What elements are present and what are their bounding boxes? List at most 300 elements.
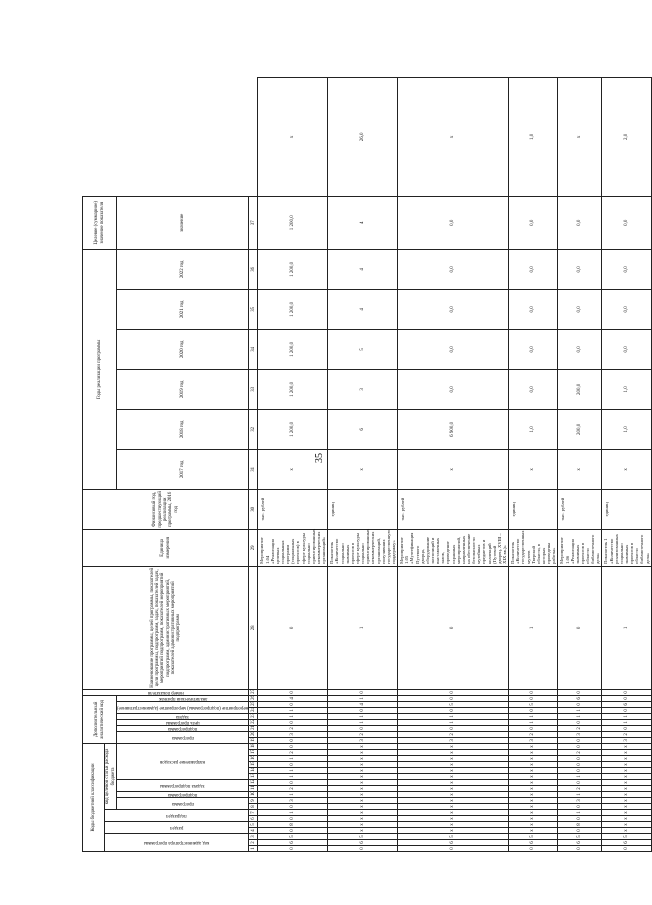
row-value-2021: 0,0 xyxy=(558,249,602,289)
code-digit: 0 xyxy=(258,701,328,707)
table-row xyxy=(398,78,509,852)
code-digit: х xyxy=(509,743,558,749)
row-target-value: 2,0 xyxy=(602,78,651,197)
column-number: 3 xyxy=(249,834,258,840)
year-2021-header: 2021 год xyxy=(117,289,249,329)
row-value-2021: 0,0 xyxy=(398,249,509,289)
code-digit: х xyxy=(328,743,398,749)
row-value-2022: 0,0 xyxy=(509,196,558,249)
code-digit: х xyxy=(398,780,509,786)
row-value-2019: 0,0 xyxy=(509,329,558,369)
code-digit: х xyxy=(509,780,558,786)
column-number: 7 xyxy=(249,810,258,816)
podprogramma-header: подпрограмма xyxy=(117,792,249,798)
code-digit: 0 xyxy=(558,756,602,762)
row-target-value: х xyxy=(398,78,509,197)
row-value-2018: 1,0 xyxy=(602,369,651,409)
column-number: 35 xyxy=(249,289,258,329)
row-name: Мероприятие 1.04 «Реализация целевых социальных программ (социальных проектов) в сфере культуры социально ориентированных некоммерческих организаций» xyxy=(258,529,328,566)
row-value-2017: 200,0 xyxy=(558,409,602,449)
code-digit: 0 xyxy=(258,804,328,810)
unit-header: Единица измерения xyxy=(83,529,249,566)
column-number: 21 xyxy=(249,725,258,731)
code-digit: х xyxy=(398,756,509,762)
code-digit: 3 xyxy=(258,798,328,804)
code-digit: х xyxy=(602,780,651,786)
column-number: 29 xyxy=(249,529,258,566)
code-digit: 6 xyxy=(258,840,328,846)
row-unit: тыс. рублей xyxy=(558,489,602,529)
code-digit: 1 xyxy=(258,792,328,798)
row-prev-year: х xyxy=(602,449,651,489)
code-digit: 0 xyxy=(602,846,651,852)
code-digit: х xyxy=(509,804,558,810)
code-digit: 0 xyxy=(509,707,558,713)
page-number: 35 xyxy=(314,453,325,463)
row-name: Показатель «Количество государственных музеев Тверской области, в которых проведены работы» xyxy=(509,529,558,566)
row-value-2021: 1 200,0 xyxy=(258,249,328,289)
row-value-2017: 1 200,0 xyxy=(258,409,328,449)
row-name: Мероприятие 1.05 «Музеефикация Путевого дворца, оборудование экспозиций и выставочных залов, проведение охранных мероприятий, направленных на обеспечение безопасности музейных предметов и коллекций (Путевой дворец, XVIII – XIX вв.)» xyxy=(398,529,509,566)
dop-podprogramma-header: подпрограмма xyxy=(117,725,249,731)
row-value-2022: 4 xyxy=(328,196,398,249)
code-digit: 3 xyxy=(328,737,398,743)
code-digit: 6 xyxy=(602,840,651,846)
code-digit: 0 xyxy=(558,743,602,749)
code-digit: 1 xyxy=(258,707,328,713)
code-digit: 2 xyxy=(509,731,558,737)
code-digit: 0 xyxy=(558,828,602,834)
year-2022-header: 2022 год xyxy=(117,249,249,289)
row-value-2017: 1,0 xyxy=(602,409,651,449)
code-digit: 6 xyxy=(398,840,509,846)
row-value-2020: 0,0 xyxy=(509,289,558,329)
code-digit: 0 xyxy=(602,725,651,731)
row-value-2018: 0,0 xyxy=(398,369,509,409)
code-digit: 0 xyxy=(558,689,602,695)
row-value-2021: 0,0 xyxy=(509,249,558,289)
code-digit: 0 xyxy=(258,719,328,725)
row-unit: единиц xyxy=(602,489,651,529)
code-digit: 0 xyxy=(258,780,328,786)
row-unit: тыс. рублей xyxy=(258,489,328,529)
code-digit: 6 xyxy=(328,840,398,846)
code-digit: 1 xyxy=(398,713,509,719)
row-name: Мероприятие 1.06 «Реализация значимых проектов в области библиотечного дела» xyxy=(558,529,602,566)
row-value-2019: 0,0 xyxy=(602,329,651,369)
year-2020-header: 2020 год xyxy=(117,329,249,369)
code-digit: 0 xyxy=(398,707,509,713)
code-digit: 1 xyxy=(258,810,328,816)
code-digit: 1 xyxy=(398,719,509,725)
code-digit: 5 xyxy=(602,834,651,840)
admin-code-header: код администратора программы xyxy=(105,834,249,852)
row-value-2022: 1 200,0 xyxy=(258,196,328,249)
code-digit: х xyxy=(509,810,558,816)
code-digit: х xyxy=(398,816,509,822)
column-number: 31 xyxy=(249,449,258,489)
code-digit: 1 xyxy=(258,768,328,774)
row-prev-year: х xyxy=(398,449,509,489)
row-value-2020: 0,0 xyxy=(558,289,602,329)
code-digit: 6 xyxy=(602,701,651,707)
code-digit: 2 xyxy=(558,750,602,756)
column-number: 26 xyxy=(249,695,258,701)
code-digit: 0 xyxy=(328,707,398,713)
column-number: 30 xyxy=(249,489,258,529)
row-target-value: х xyxy=(558,78,602,197)
code-digit: х xyxy=(328,822,398,828)
code-digit: 1 xyxy=(258,774,328,780)
code-digit: 5 xyxy=(509,701,558,707)
code-digit: 6 xyxy=(558,695,602,701)
column-number: 24 xyxy=(249,707,258,713)
code-digit: 0 xyxy=(558,762,602,768)
row-prev-year: х xyxy=(509,449,558,489)
dop-zadacha-header: задача xyxy=(117,713,249,719)
code-digit: х xyxy=(509,750,558,756)
code-digit: х xyxy=(398,750,509,756)
code-digit: х xyxy=(602,786,651,792)
code-digit: 8 xyxy=(258,822,328,828)
code-digit: 4 xyxy=(258,695,328,701)
code-digit: 5 xyxy=(328,834,398,840)
row-value-2017: 6 900,0 xyxy=(398,409,509,449)
column-number: 4 xyxy=(249,828,258,834)
code-digit: 2 xyxy=(558,725,602,731)
code-digit: х xyxy=(328,750,398,756)
code-digit: х xyxy=(509,756,558,762)
expense-article-header: код целевой статьи расхода бюджета xyxy=(105,743,117,809)
code-digit: х xyxy=(328,780,398,786)
code-digit: х xyxy=(602,804,651,810)
table-row xyxy=(602,78,651,852)
row-value-2021: 0,0 xyxy=(602,249,651,289)
code-digit: х xyxy=(509,822,558,828)
code-digit: 0 xyxy=(258,816,328,822)
razdel-header: раздел xyxy=(105,822,249,834)
code-digit: 0 xyxy=(328,689,398,695)
row-prev-year: х xyxy=(558,449,602,489)
code-digit: х xyxy=(509,798,558,804)
code-digit: 0 xyxy=(258,762,328,768)
column-number: 37 xyxy=(249,196,258,249)
code-digit: 8 xyxy=(558,822,602,828)
column-number: 23 xyxy=(249,713,258,719)
code-digit: 0 xyxy=(602,689,651,695)
code-digit: х xyxy=(328,762,398,768)
prev-year-header: Финансовый год, предшествующий реализации программы, 2016 год xyxy=(83,489,249,529)
table-row xyxy=(328,78,398,852)
column-number: 36 xyxy=(249,249,258,289)
column-number: 14 xyxy=(249,768,258,774)
row-value-2019: 0,0 xyxy=(398,329,509,369)
code-digit: 1 xyxy=(558,774,602,780)
table-row xyxy=(258,78,328,852)
code-digit: 1 xyxy=(258,713,328,719)
code-digit: 1 xyxy=(328,566,398,689)
row-target-value: х xyxy=(258,78,328,197)
table-row xyxy=(509,78,558,852)
year-2017-header: 2017 год xyxy=(117,449,249,489)
row-unit: тыс. рублей xyxy=(398,489,509,529)
code-digit: 1 xyxy=(258,756,328,762)
code-digit: х xyxy=(602,750,651,756)
code-digit: 4 xyxy=(328,701,398,707)
code-digit: 5 xyxy=(258,834,328,840)
code-digit: 2 xyxy=(328,731,398,737)
code-digit: 0 xyxy=(258,846,328,852)
code-digit: х xyxy=(328,774,398,780)
code-digit: 1 xyxy=(602,566,651,689)
row-prev-year: х xyxy=(328,449,398,489)
column-number: 5 xyxy=(249,822,258,828)
row-value-2020: 0,0 xyxy=(398,289,509,329)
code-digit: 0 xyxy=(509,695,558,701)
column-number: 13 xyxy=(249,774,258,780)
column-number: 16 xyxy=(249,756,258,762)
code-digit: х xyxy=(328,756,398,762)
name-header: Наименование программы, целей программы, показателей цели программы, подпрограмм, задач, показателей задач, мероприятий подпрограмм, показателей мероприятий подпрограмм, административных мероприятий, показателей административных мероприятий подпрограмм xyxy=(83,566,249,689)
code-digit: 1 xyxy=(558,792,602,798)
code-digit: 3 xyxy=(509,737,558,743)
row-value-2020: 4 xyxy=(328,289,398,329)
column-number: 15 xyxy=(249,762,258,768)
code-digit: х xyxy=(398,768,509,774)
code-digit: 0 xyxy=(558,804,602,810)
row-unit: единиц xyxy=(509,489,558,529)
code-digit: 0 xyxy=(558,768,602,774)
column-number: 25 xyxy=(249,701,258,707)
code-digit: 0 xyxy=(328,725,398,731)
code-digit: 1 xyxy=(602,713,651,719)
code-digit: 2 xyxy=(258,786,328,792)
code-digit: х xyxy=(602,828,651,834)
code-digit: х xyxy=(328,816,398,822)
code-digit: 0 xyxy=(509,846,558,852)
code-digit: 1 xyxy=(558,810,602,816)
code-digit: 1 xyxy=(328,719,398,725)
row-value-2020: 1 200,0 xyxy=(258,289,328,329)
code-digit: 5 xyxy=(558,834,602,840)
code-digit: х xyxy=(509,762,558,768)
code-digit: 2 xyxy=(558,786,602,792)
code-digit: 0 xyxy=(398,695,509,701)
code-digit: 3 xyxy=(398,737,509,743)
row-unit: единиц xyxy=(328,489,398,529)
column-number: 19 xyxy=(249,737,258,743)
column-number: 32 xyxy=(249,409,258,449)
code-digit: 0 xyxy=(258,737,328,743)
dop-priznak-header: аналитический признак xyxy=(117,695,249,701)
code-digit: 3 xyxy=(558,731,602,737)
code-digit: 0 xyxy=(258,566,328,689)
column-number: 18 xyxy=(249,743,258,749)
code-digit: 0 xyxy=(509,689,558,695)
column-number: 27 xyxy=(249,689,258,695)
column-number-row xyxy=(249,78,258,852)
code-digit: 2 xyxy=(602,731,651,737)
zadacha-header: задача подпрограммы xyxy=(117,780,249,792)
row-value-2019: 5 xyxy=(328,329,398,369)
code-digit: 1 xyxy=(558,713,602,719)
code-digit: 0 xyxy=(398,689,509,695)
code-digit: х xyxy=(602,798,651,804)
code-digit: 2 xyxy=(258,725,328,731)
code-digit: 2 xyxy=(398,731,509,737)
code-digit: 0 xyxy=(258,828,328,834)
target-header: Целевое (суммарное) значение показателя xyxy=(83,196,117,249)
code-digit: х xyxy=(328,798,398,804)
row-value-2018: 3 xyxy=(328,369,398,409)
column-number: 34 xyxy=(249,329,258,369)
row-value-2022: 0,0 xyxy=(398,196,509,249)
row-value-2018: 1 200,0 xyxy=(258,369,328,409)
code-digit: х xyxy=(398,798,509,804)
row-value-2017: 1,0 xyxy=(509,409,558,449)
code-digit: х xyxy=(398,774,509,780)
code-digit: 0 xyxy=(398,725,509,731)
row-value-2022: 0,0 xyxy=(602,196,651,249)
code-digit: 0 xyxy=(558,701,602,707)
code-digit: 1 xyxy=(328,695,398,701)
row-value-2019: 1 200,0 xyxy=(258,329,328,369)
column-number: 17 xyxy=(249,750,258,756)
column-number: 11 xyxy=(249,786,258,792)
year-2019-header: 2019 год xyxy=(117,369,249,409)
column-number: 9 xyxy=(249,798,258,804)
code-digit: х xyxy=(509,792,558,798)
code-digit: 1 xyxy=(558,707,602,713)
row-value-2017: 6 xyxy=(328,409,398,449)
code-digit: х xyxy=(509,768,558,774)
column-number: 6 xyxy=(249,816,258,822)
dop-meropriyatie-header: мероприятие (подпрограммы) мероприятие (административное) xyxy=(117,701,249,713)
code-digit: х xyxy=(602,768,651,774)
code-digit: х xyxy=(328,804,398,810)
code-digit: х xyxy=(602,822,651,828)
row-target-value: 26,0 xyxy=(328,78,398,197)
podrazdel-header: подраздел xyxy=(105,810,249,822)
program-table xyxy=(82,77,652,852)
column-number: 12 xyxy=(249,780,258,786)
code-digit: х xyxy=(602,792,651,798)
code-digit: 1 xyxy=(328,713,398,719)
column-number: 8 xyxy=(249,804,258,810)
code-digit: х xyxy=(602,756,651,762)
code-digit: 5 xyxy=(398,701,509,707)
column-number: 22 xyxy=(249,719,258,725)
code-digit: 0 xyxy=(558,737,602,743)
napravlenie-header: направление расходов xyxy=(117,743,249,779)
code-digit: х xyxy=(328,828,398,834)
years-header: Годы реализации программы xyxy=(83,249,117,489)
dop-code-header: Дополнительный аналитический код xyxy=(83,695,117,743)
column-number: 33 xyxy=(249,369,258,409)
table-row xyxy=(558,78,602,852)
indicator-number-header: номер показателя xyxy=(83,689,249,695)
code-digit: х xyxy=(602,743,651,749)
code-digit: 0 xyxy=(398,846,509,852)
code-digit: х xyxy=(398,786,509,792)
code-digit: х xyxy=(509,774,558,780)
code-digit: х xyxy=(398,810,509,816)
code-digit: х xyxy=(398,762,509,768)
row-name: Показатель «Количество социально значимых проектов в сфере культуры социально ориентированных некоммерческих организаций, получивших государственную поддержку» xyxy=(328,529,398,566)
code-digit: х xyxy=(509,828,558,834)
row-prev-year: х xyxy=(258,449,328,489)
year-2018-header: 2018 год xyxy=(117,409,249,449)
column-number: 1 xyxy=(249,846,258,852)
code-digit: х xyxy=(398,822,509,828)
row-target-value: 1,0 xyxy=(509,78,558,197)
code-digit: х xyxy=(398,743,509,749)
code-digit: 5 xyxy=(398,834,509,840)
code-digit: 1 xyxy=(509,713,558,719)
code-digit: 0 xyxy=(558,719,602,725)
code-digit: 1 xyxy=(509,719,558,725)
code-digit: х xyxy=(602,774,651,780)
row-name: Показатель 1 «Количество реализованных социально значимых проектов в области библиотечного дела» xyxy=(602,529,651,566)
code-digit: 1 xyxy=(509,566,558,689)
code-digit: 6 xyxy=(558,840,602,846)
code-digit: х xyxy=(328,768,398,774)
code-digit: 1 xyxy=(602,719,651,725)
column-number: 2 xyxy=(249,840,258,846)
code-digit: 0 xyxy=(328,846,398,852)
row-value-2019: 0,0 xyxy=(558,329,602,369)
code-digit: 0 xyxy=(398,566,509,689)
code-digit: х xyxy=(328,792,398,798)
code-digit: 0 xyxy=(258,743,328,749)
code-digit: 0 xyxy=(558,566,602,689)
code-digit: 5 xyxy=(509,834,558,840)
code-digit: 0 xyxy=(558,846,602,852)
column-number: 10 xyxy=(249,792,258,798)
code-digit: 0 xyxy=(602,707,651,713)
dop-programma-header: программа xyxy=(117,731,249,743)
rotated-page xyxy=(82,77,650,852)
column-number: 20 xyxy=(249,731,258,737)
dop-cel-header: цель программы xyxy=(117,719,249,725)
column-number: 28 xyxy=(249,566,258,689)
code-digit: х xyxy=(398,804,509,810)
code-digit: 2 xyxy=(258,750,328,756)
code-digit: 3 xyxy=(558,798,602,804)
code-digit: х xyxy=(602,816,651,822)
row-value-2021: 4 xyxy=(328,249,398,289)
code-digit: 3 xyxy=(602,737,651,743)
row-value-2022: 0,0 xyxy=(558,196,602,249)
row-value-2018: 200,0 xyxy=(558,369,602,409)
code-digit: 6 xyxy=(509,840,558,846)
code-digit: х xyxy=(398,828,509,834)
code-digit: х xyxy=(398,792,509,798)
programma-header: программа xyxy=(117,798,249,810)
row-value-2018: 0,0 xyxy=(509,369,558,409)
code-digit: х xyxy=(509,786,558,792)
target-value-header: значение xyxy=(117,196,249,249)
code-digit: 3 xyxy=(258,731,328,737)
code-digit: х xyxy=(602,810,651,816)
row-value-2020: 0,0 xyxy=(602,289,651,329)
code-digit: 0 xyxy=(258,689,328,695)
code-digit: 0 xyxy=(558,816,602,822)
budget-codes-header: Коды бюджетной классификации xyxy=(83,743,105,851)
code-digit: х xyxy=(509,816,558,822)
code-digit: х xyxy=(328,786,398,792)
code-digit: 0 xyxy=(602,695,651,701)
